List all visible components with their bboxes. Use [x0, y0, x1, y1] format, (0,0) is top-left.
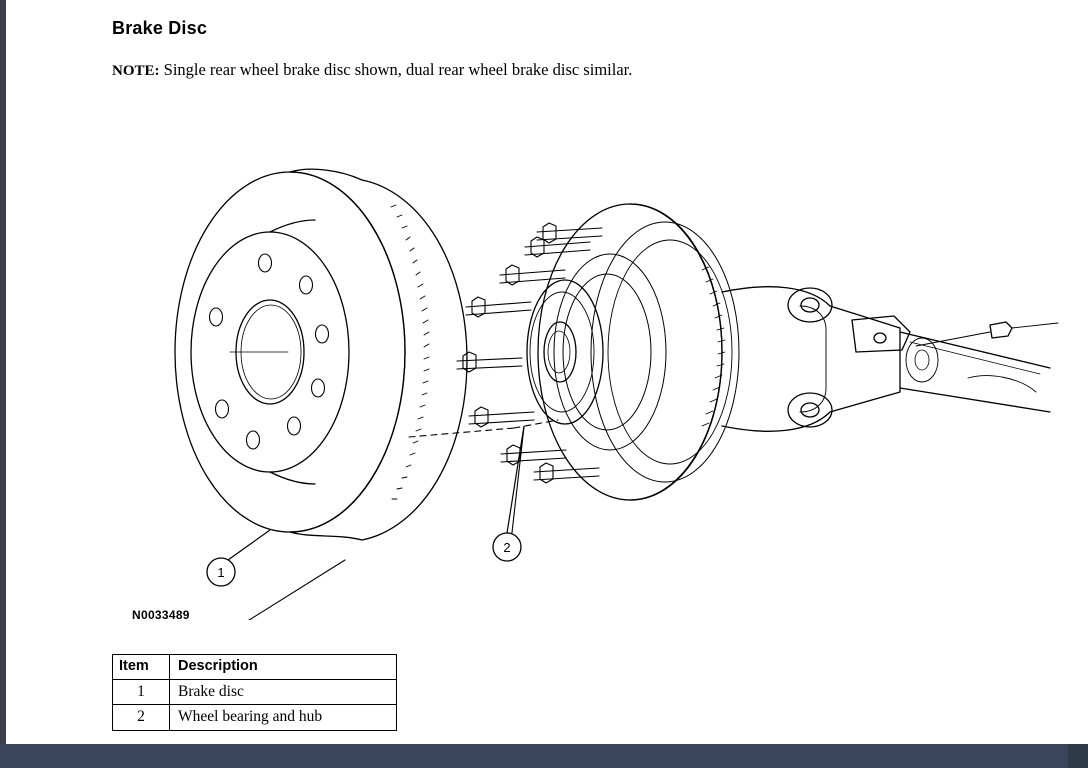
left-margin-rule — [0, 0, 6, 768]
note-text: Single rear wheel brake disc shown, dual rear wheel brake disc similar. — [163, 60, 633, 79]
note-paragraph — [112, 60, 632, 80]
footer-bar-segment — [0, 744, 1068, 768]
legend-row-2-description: Wheel bearing and hub — [170, 705, 397, 731]
brake-disc-illustration — [110, 120, 1088, 620]
brake-disc-figure-svg — [110, 120, 1088, 620]
note-label: NOTE: — [112, 63, 160, 79]
footer-bar — [0, 744, 1088, 768]
legend-row-1-item: 1 — [113, 679, 170, 705]
callout-2-number: 2 — [503, 540, 511, 555]
table-row — [113, 679, 397, 705]
figure-id: N0033489 — [132, 608, 190, 622]
wheel-bearing-hub-graphic — [457, 204, 1058, 500]
callout-1-number: 1 — [217, 565, 225, 580]
legend-row-2-item: 2 — [113, 705, 170, 731]
legend-header-row — [113, 655, 397, 680]
legend-row-1-description: Brake disc — [170, 679, 397, 705]
callout-balloon-2 — [493, 533, 521, 561]
callout-balloon-1 — [207, 558, 235, 586]
legend-table — [112, 654, 397, 731]
table-row — [113, 705, 397, 731]
page-title: Brake Disc — [112, 18, 208, 38]
brake-disc-graphic — [175, 169, 467, 540]
legend-header-description: Description — [170, 655, 397, 680]
legend-header-item: Item — [113, 655, 170, 680]
